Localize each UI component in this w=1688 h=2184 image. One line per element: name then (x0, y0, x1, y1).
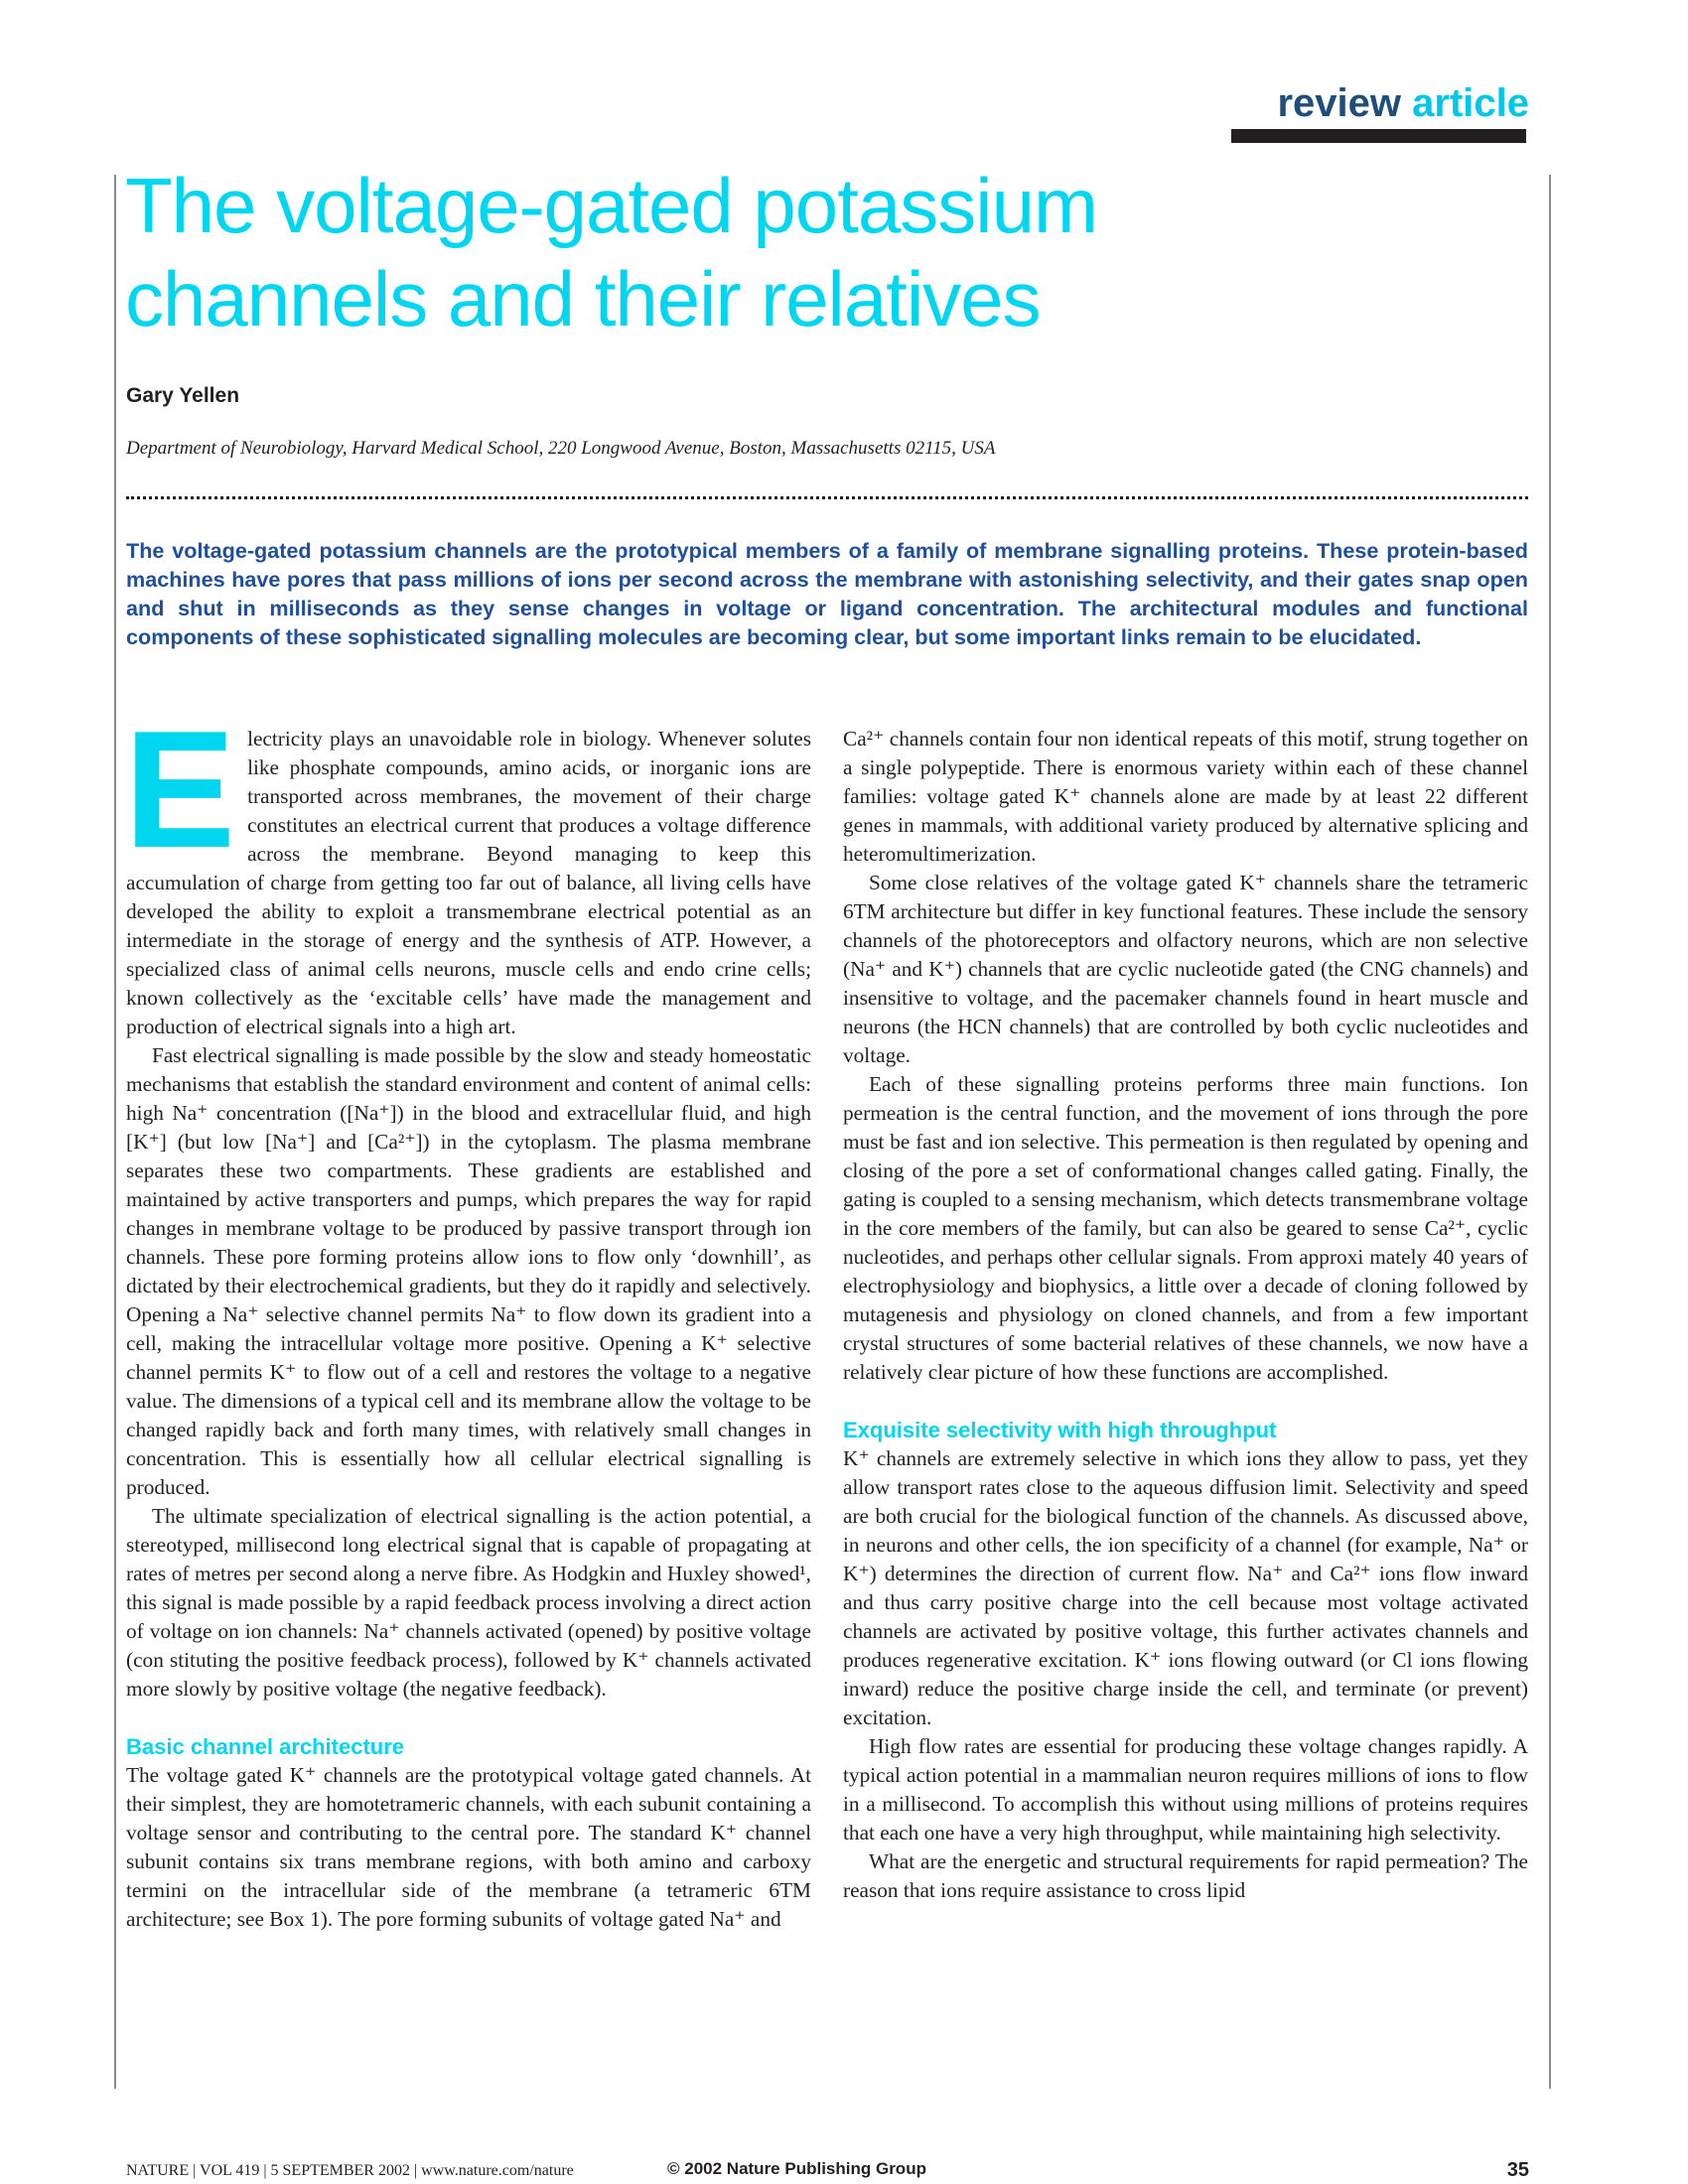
section-label-word2: article (1412, 81, 1529, 125)
article-title: The voltage-gated potassium channels and their relatives (125, 162, 1097, 342)
body-paragraph: Some close relatives of the voltage gated K⁺ channels share the tetrameric 6TM architecture but differ in key functional features. These include the sensory channels of the photoreceptors and olfactory neurons, which are non selective (Na⁺ and K⁺) channels that are cyclic nucleotide gated (the CNG channels) and insensitive to voltage, and the pacemaker channels found in heart muscle and neurons (the HCN channels) that are controlled by both cyclic nucleotides and voltage. (843, 871, 1528, 1067)
section-gap (843, 1387, 1528, 1416)
copyright-notice: © 2002 Nature Publishing Group (667, 2159, 926, 2178)
journal-citation: NATURE | VOL 419 | 5 SEPTEMBER 2002 | www.nature.com/nature (126, 2162, 574, 2179)
section-heading: Exquisite selectivity with high throughput (843, 1418, 1277, 1442)
right-column (843, 725, 1528, 1905)
section-gap (126, 1704, 811, 1732)
section-label (1231, 81, 1529, 125)
body-paragraph: High flow rates are essential for producing these voltage changes rapidly. A typical action potential in a mammalian neuron requires millions of ions to flow in a millisecond. To accomplish this without using millions of proteins requires that each one have a very high throughput, while maintaining high selectivity. (843, 1734, 1528, 1844)
section-heading: Basic channel architecture (126, 1734, 405, 1759)
abstract: The voltage-gated potassium channels are the prototypical members of a family of membrane signalling proteins. These protein-based machines have pores that pass millions of ions per second across the membrane with astonishing selectivity, and their gates snap open and shut in milliseconds as they sense changes in voltage or ligand concentration. The architectural modules and functional components of these sophisticated signalling molecules are becoming clear, but some important links remain to be elucidated. (126, 538, 1528, 649)
section-label-word1: review (1277, 81, 1402, 125)
body-paragraph: K⁺ channels are extremely selective in which ions they allow to pass, yet they allow transport rates close to the aqueous diffusion limit. Selectivity and speed are both crucial for the biological function of the channels. As discussed above, in neurons and other cells, the ion specificity of a channel (for example, Na⁺ or K⁺) determines the direction of current flow. Na⁺ and Ca²⁺ ions flow inward and thus carry positive charge into the cell because most voltage activated channels are activated by positive voltage, this further activates channels and produces regenerative excitation. K⁺ ions flowing outward (or Cl ions flowing inward) reduce the positive charge inside the cell, and terminate (or prevent) excitation. (843, 1446, 1528, 1729)
author-affiliation: Department of Neurobiology, Harvard Medical School, 220 Longwood Avenue, Boston, Massachusetts 02115, USA (126, 438, 996, 459)
header-rule (1231, 129, 1526, 143)
left-margin-rule (114, 175, 116, 2089)
drop-cap: E (124, 696, 236, 883)
author-name: Gary Yellen (126, 384, 240, 407)
page-number: 35 (1506, 2159, 1529, 2181)
dotted-divider (126, 496, 1528, 499)
body-paragraph-text: lectricity plays an unavoidable role in biology. Whenever solutes like phosphate compounds, amino acids, or inorganic ions are transported across membranes, the movement of their charge constitutes an electrical current that produces a voltage difference across the membrane. Beyond managing to keep this accumulation of charge from getting too far out of balance, all living cells have developed the ability to exploit a transmembrane electrical potential as an intermediate in the storage of energy and the synthesis of ATP. However, a specialized class of animal cells neurons, muscle cells and endo crine cells; known collectively as the ‘excitable cells’ have made the management and production of electrical signals into a high art. (126, 727, 811, 1038)
right-margin-rule (1549, 175, 1551, 2089)
body-paragraph: What are the energetic and structural requirements for rapid permeation? The reason that ions require assistance to cross lipid (843, 1849, 1528, 1902)
body-paragraph: Each of these signalling proteins performs three main functions. Ion permeation is the central function, and the movement of ions through the pore must be fast and ion selective. This permeation is then regulated by opening and closing of the pore a set of conformational changes called gating. Finally, the gating is coupled to a sensing mechanism, which detects transmembrane voltage in the core members of the family, but can also be geared to sense Ca²⁺, cyclic nucleotides, and perhaps other cellular signals. From approxi mately 40 years of electrophysiology and biophysics, a little over a decade of cloning followed by mutagenesis and physiology on cloned channels, and from a few important crystal structures of some bacterial relatives of these channels, we now have a relatively clear picture of how these functions are accomplished. (843, 1072, 1528, 1384)
body-paragraph: Ca²⁺ channels contain four non identical repeats of this motif, strung together on a single polypeptide. There is enormous variety within each of these channel families: voltage gated K⁺ channels alone are made by at least 22 different genes in mammals, with additional variety produced by alternative splicing and heteromultimerization. (843, 727, 1528, 866)
body-paragraph: The ultimate specialization of electrical signalling is the action potential, a stereotyped, millisecond long electrical signal that is capable of propagating at rates of metres per second along a nerve fibre. As Hodgkin and Huxley showed¹, this signal is made possible by a rapid feedback process involving a direct action of voltage on ion channels: Na⁺ channels activated (opened) by positive voltage (con stituting the positive feedback process), followed by K⁺ channels activated more slowly by positive voltage (the negative feedback). (126, 1504, 811, 1701)
body-paragraph: The voltage gated K⁺ channels are the prototypical voltage gated channels. At their simplest, they are homotetrameric channels, with each subunit containing a voltage sensor and contributing to the central pore. The standard K⁺ channel subunit contains six trans membrane regions, with both amino and carboxy termini on the intracellular side of the membrane (a tetrameric 6TM architecture; see Box 1). The pore forming subunits of voltage gated Na⁺ and (126, 1763, 811, 1931)
body-paragraph: Fast electrical signalling is made possible by the slow and steady homeostatic mechanisms that establish the standard environment and content of animal cells: high Na⁺ concentration ([Na⁺]) in the blood and extracellular fluid, and high [K⁺] (but low [Na⁺] and [Ca²⁺]) in the cytoplasm. The plasma membrane separates these two compartments. These gradients are established and maintained by active transporters and pumps, which prepares the way for rapid changes in membrane voltage to be produced by passive transport through ion channels. These pore forming proteins allow ions to flow only ‘downhill’, as dictated by their electrochemical gradients, but they do it rapidly and selectively. Opening a Na⁺ selective channel permits Na⁺ to flow down its gradient into a cell, making the intracellular voltage more positive. Opening a K⁺ selective channel permits K⁺ to flow out of a cell and restores the voltage to a negative value. The dimensions of a typical cell and its membrane allow the voltage to be changed rapidly back and forth many times, with relatively small changes in concentration. This is essentially how all cellular electrical signalling is produced. (126, 1043, 811, 1499)
left-column (124, 696, 811, 1934)
body-paragraph (124, 696, 811, 1041)
